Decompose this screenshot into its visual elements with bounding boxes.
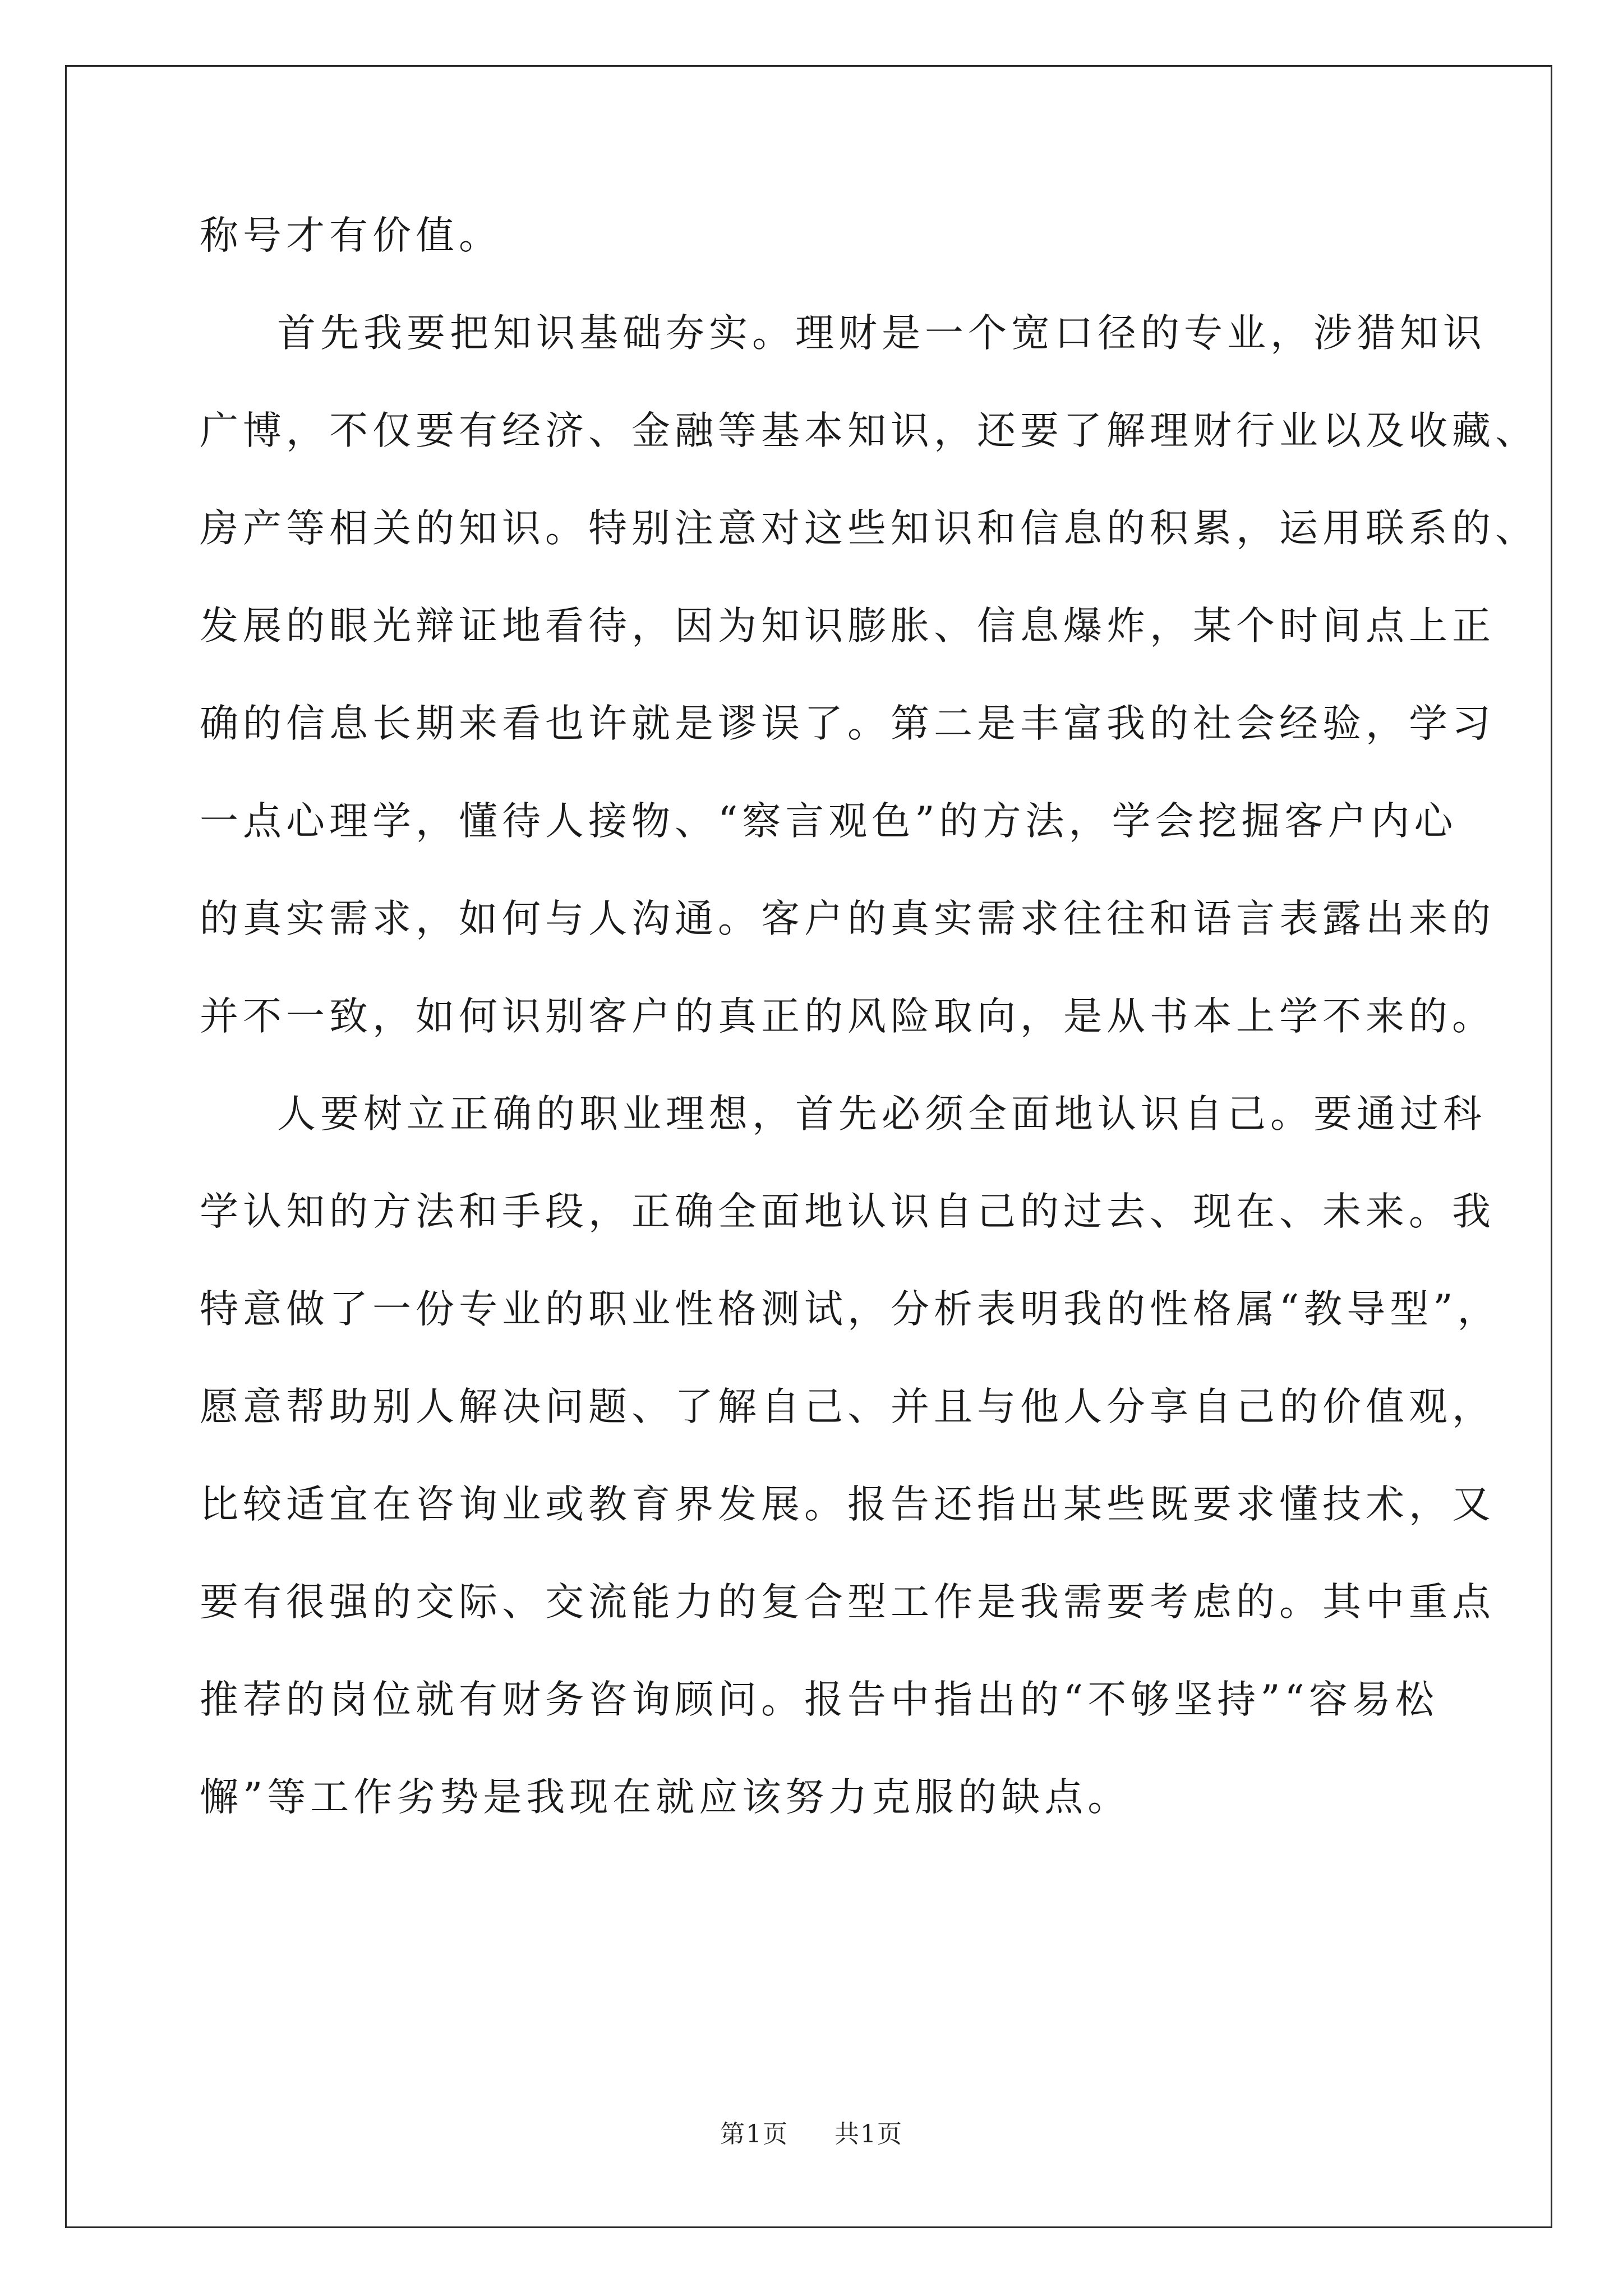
text-line: 推荐的岗位就有财务咨询顾问。报告中指出的“不够坚持”“容易松: [200, 1677, 1438, 1722]
document-body: [200, 187, 1538, 1846]
text-line: 称号才有价值。: [200, 213, 502, 258]
text-line: 特意做了一份专业的职业性格测试，分析表明我的性格属“教导型”，: [200, 1287, 1501, 1332]
page-footer: [0, 2118, 1623, 2151]
text-line: 愿意帮助别人解决问题、了解自己、并且与他人分享自己的价值观，: [200, 1384, 1495, 1429]
text-line: 广博，不仅要有经济、金融等基本知识，还要了解理财行业以及收藏、: [200, 408, 1538, 453]
text-line: 房产等相关的知识。特别注意对这些知识和信息的积累，运用联系的、: [200, 506, 1538, 551]
text-line: 学认知的方法和手段，正确全面地认识自己的过去、现在、未来。我: [200, 1189, 1495, 1234]
text-line: 发展的眼光辩证地看待，因为知识膨胀、信息爆炸，某个时间点上正: [200, 604, 1495, 648]
text-line: 比较适宜在咨询业或教育界发展。报告还指出某些既要求懂技术，又: [200, 1482, 1495, 1527]
page-number-total: 共1页: [834, 2120, 903, 2148]
text-line: 人要树立正确的职业理想，首先必须全面地认识自己。要通过科: [277, 1092, 1486, 1137]
text-line: 确的信息长期来看也许就是谬误了。第二是丰富我的社会经验，学习: [200, 701, 1495, 746]
text-line: 并不一致，如何识别客户的真正的风险取向，是从书本上学不来的。: [200, 994, 1495, 1039]
text-line: 一点心理学，懂待人接物、“察言观色”的方法，学会挖掘客户内心: [200, 799, 1458, 844]
text-line: 的真实需求，如何与人沟通。客户的真实需求往往和语言表露出来的: [200, 896, 1495, 941]
text-line: 首先我要把知识基础夯实。理财是一个宽口径的专业，涉猎知识: [277, 311, 1486, 356]
text-line: 懈”等工作劣势是我现在就应该努力克服的缺点。: [200, 1775, 1131, 1820]
text-line: 要有很强的交际、交流能力的复合型工作是我需要考虑的。其中重点: [200, 1580, 1495, 1625]
page-number-current: 第1页: [720, 2120, 789, 2148]
